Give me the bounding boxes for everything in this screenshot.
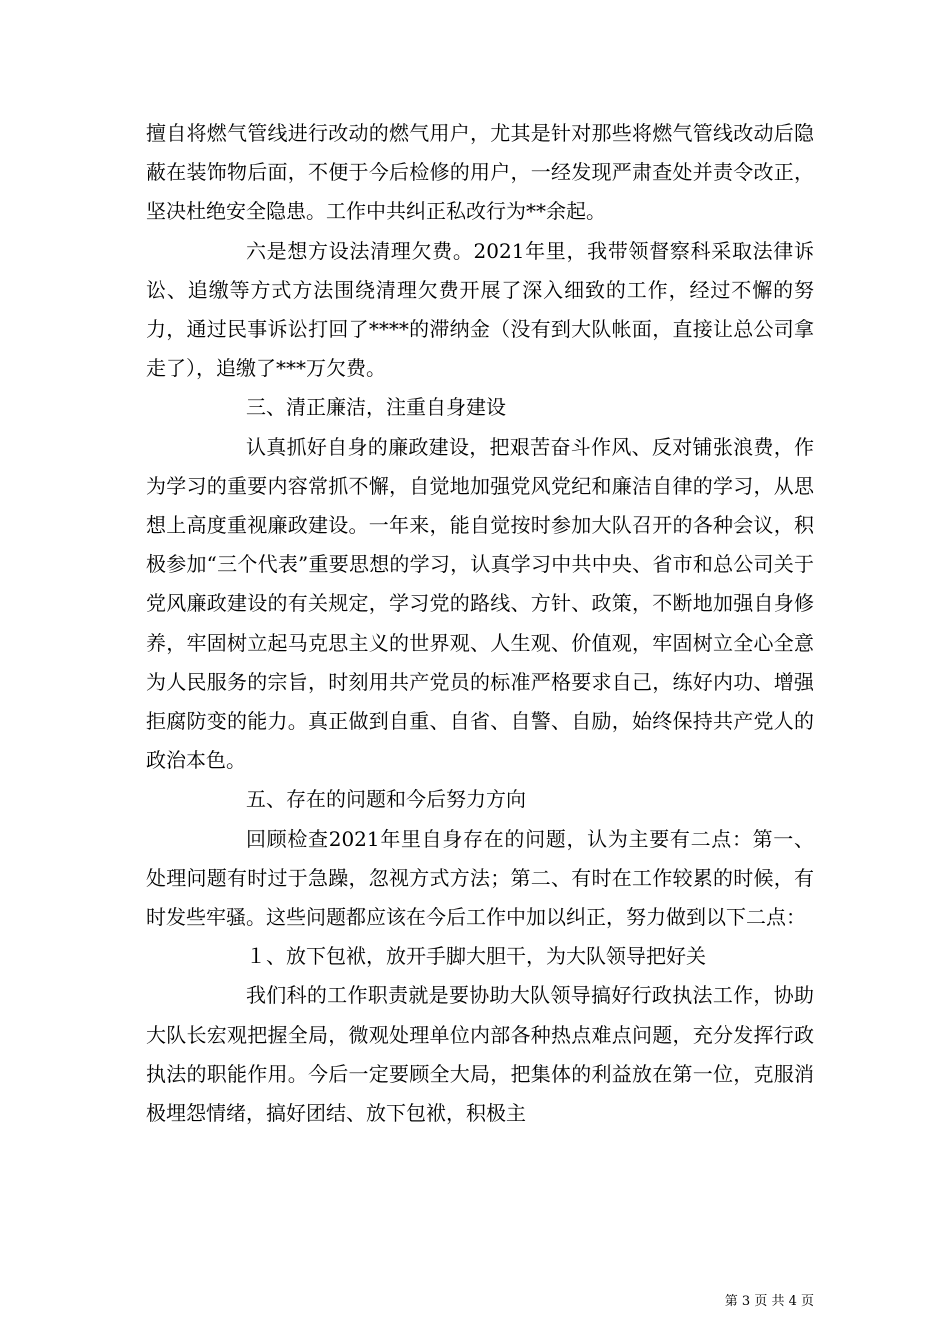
- page-number-footer: 第 3 页 共 4 页: [724, 1294, 814, 1309]
- paragraph-problems-review: 回顾检查2021年里自身存在的问题，认为主要有二点：第一、处理问题有时过于急躁，忽视方式方法；第二、有时在工作较累的时候，有时发些牢骚。这些问题都应该在今后工作中加以纠正，努力做到以下二点：: [146, 826, 814, 930]
- subheading-let-go-burden: １、放下包袱，放开手脚大胆干，为大队领导把好关: [246, 944, 706, 969]
- paragraph-department-duties: 我们科的工作职责就是要协助大队领导搞好行政执法工作，协助大队长宏观把握全局，微观处理单位内部各种热点难点问题，充分发挥行政执法的职能作用。今后一定要顾全大局，把集体的利益放在第一位，克服消极埋怨情绪，搞好团结、放下包袱，积极主: [146, 983, 814, 1126]
- paragraph-clear-arrears: 六是想方设法清理欠费。2021年里，我带领督察科采取法律诉讼、追缴等方式方法围绕清理欠费开展了深入细致的工作，经过不懈的努力，通过民事诉讼打回了****的滞纳金（没有到大队帐面，直接让总公司拿走了），追缴了***万欠费。: [146, 238, 814, 381]
- section-heading-problems: 五、存在的问题和今后努力方向: [246, 787, 526, 812]
- document-body: [146, 114, 814, 1133]
- section-heading-integrity: 三、清正廉洁，注重自身建设: [246, 395, 506, 420]
- paragraph-integrity-building: 认真抓好自身的廉政建设，把艰苦奋斗作风、反对铺张浪费，作为学习的重要内容常抓不懈，自觉地加强党风党纪和廉洁自律的学习，从思想上高度重视廉政建设。一年来，能自觉按时参加大队召开的各种会议，积极参加“三个代表”重要思想的学习，认真学习中共中央、省市和总公司关于党风廉政建设的有关规定，学习党的路线、方针、政策，不断地加强自身修养，牢固树立起马克思主义的世界观、人生观、价值观，牢固树立全心全意为人民服务的宗旨，时刻用共产党员的标准严格要求自己，练好内功、增强拒腐防变的能力。真正做到自重、自省、自警、自励，始终保持共产党人的政治本色。: [146, 434, 814, 773]
- paragraph-gas-user-rectification: 擅自将燃气管线进行改动的燃气用户，尤其是针对那些将燃气管线改动后隐蔽在装饰物后面，不便于今后检修的用户，一经发现严肃查处并责令改正，坚决杜绝安全隐患。工作中共纠正私改行为**余起。: [146, 121, 814, 224]
